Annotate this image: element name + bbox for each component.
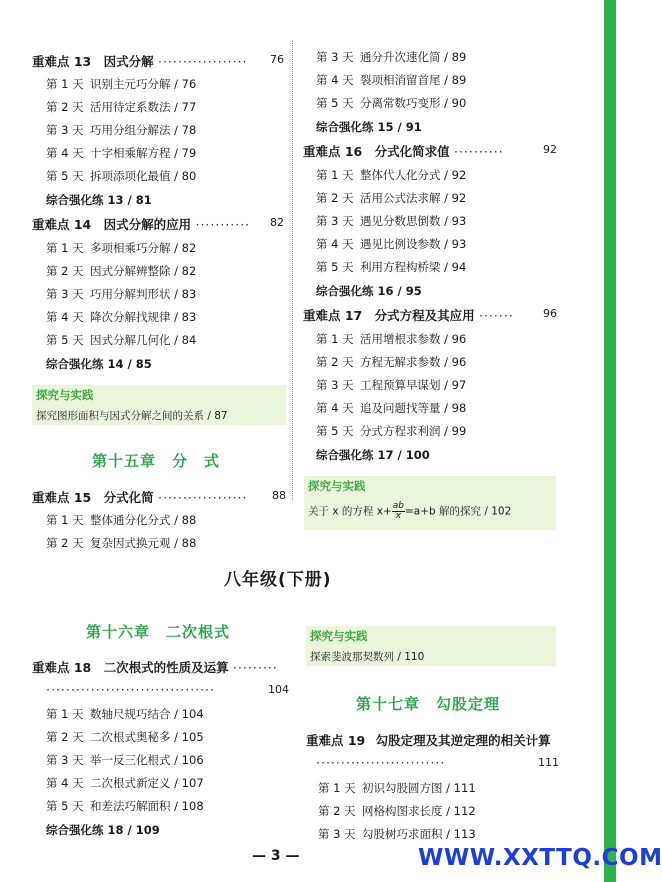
consolidation-item[interactable]: 综合强化练 18 / 109 bbox=[46, 823, 160, 837]
heading-title: 因式分解 bbox=[103, 54, 154, 69]
toc-heading-k17[interactable] bbox=[303, 306, 561, 324]
day-label: 第 4 天 bbox=[46, 310, 84, 324]
day-title: 降次分解找规律 / 83 bbox=[90, 310, 197, 324]
chapter-heading: 第十六章 二次根式 bbox=[86, 623, 231, 641]
day-label: 第 4 天 bbox=[46, 776, 84, 790]
heading-label: 重难点 15 bbox=[32, 490, 92, 505]
explore-tag: 探究与实践 bbox=[308, 479, 366, 493]
leader-dots: ·································· bbox=[46, 682, 216, 697]
day-label: 第 3 天 bbox=[46, 287, 84, 301]
heading-label: 重难点 18 bbox=[32, 660, 92, 675]
toc-day-item[interactable] bbox=[316, 354, 466, 370]
day-label: 第 2 天 bbox=[46, 100, 84, 114]
explore-tag: 探究与实践 bbox=[36, 388, 94, 402]
day-label: 第 3 天 bbox=[316, 214, 354, 228]
day-title: 分离常数巧变形 / 90 bbox=[360, 96, 467, 110]
toc-day-item[interactable] bbox=[46, 752, 204, 768]
day-title: 因式分解几何化 / 84 bbox=[90, 333, 197, 347]
heading-page: 88 bbox=[272, 489, 286, 502]
day-title: 裂项相消留首尾 / 89 bbox=[360, 73, 467, 87]
toc-day-item[interactable] bbox=[318, 826, 476, 842]
day-label: 第 3 天 bbox=[316, 50, 354, 64]
day-label: 第 5 天 bbox=[316, 260, 354, 274]
day-title: 和差法巧解面积 / 108 bbox=[90, 799, 204, 813]
toc-day-item[interactable] bbox=[46, 729, 204, 745]
consolidation-item[interactable]: 综合强化练 16 / 95 bbox=[316, 284, 422, 298]
day-label: 第 1 天 bbox=[46, 77, 84, 91]
day-title: 遇见比例设参数 / 93 bbox=[360, 237, 467, 251]
heading-label: 重难点 17 bbox=[303, 308, 363, 323]
heading-page: 104 bbox=[268, 683, 289, 696]
day-title: 利用方程构桥梁 / 94 bbox=[360, 260, 467, 274]
explore-practice-box[interactable] bbox=[306, 626, 556, 666]
toc-day-item[interactable] bbox=[316, 377, 466, 393]
heading-label: 重难点 13 bbox=[32, 54, 92, 69]
heading-title: 分式化简 bbox=[103, 490, 154, 505]
fraction bbox=[392, 502, 405, 521]
leader-dots: ······· bbox=[478, 308, 514, 323]
toc-day-item[interactable] bbox=[46, 168, 196, 184]
heading-title: 分式方程及其应用 bbox=[374, 308, 475, 323]
day-label: 第 1 天 bbox=[46, 707, 84, 721]
toc-day-item[interactable] bbox=[316, 400, 466, 416]
toc-heading-k18[interactable] bbox=[32, 658, 290, 676]
day-label: 第 3 天 bbox=[316, 378, 354, 392]
explore-text: 探究图形面积与因式分解之间的关系 / 87 bbox=[36, 410, 228, 422]
page-number: — 3 — bbox=[252, 848, 300, 864]
toc-day-item[interactable] bbox=[318, 803, 476, 819]
heading-title: 分式化简求值 bbox=[374, 144, 450, 159]
day-label: 第 1 天 bbox=[318, 781, 356, 795]
day-label: 第 2 天 bbox=[316, 355, 354, 369]
toc-day-item[interactable] bbox=[316, 49, 466, 65]
day-title: 活用公式法求解 / 92 bbox=[360, 191, 467, 205]
day-title: 数轴尺规巧结合 / 104 bbox=[90, 707, 204, 721]
toc-day-item[interactable] bbox=[46, 99, 196, 115]
consolidation-item[interactable]: 综合强化练 14 / 85 bbox=[46, 357, 152, 371]
day-label: 第 1 天 bbox=[46, 513, 84, 527]
green-side-bar bbox=[604, 0, 616, 882]
day-title: 二次根式奥秘多 / 105 bbox=[90, 730, 204, 744]
toc-day-item[interactable] bbox=[46, 240, 196, 256]
leader-dots: ·········· bbox=[453, 144, 504, 159]
day-title: 初识勾股圆方图 / 111 bbox=[362, 781, 476, 795]
day-label: 第 2 天 bbox=[318, 804, 356, 818]
grade-title: 八年级(下册) bbox=[224, 570, 332, 590]
consolidation-item[interactable]: 综合强化练 13 / 81 bbox=[46, 193, 152, 207]
fraction-numerator: ab bbox=[392, 501, 404, 511]
toc-day-item[interactable] bbox=[46, 535, 196, 551]
toc-day-item[interactable] bbox=[46, 775, 204, 791]
day-label: 第 4 天 bbox=[316, 73, 354, 87]
day-label: 第 4 天 bbox=[46, 146, 84, 160]
leader-dots: ·················· bbox=[157, 490, 248, 505]
toc-day-item[interactable] bbox=[46, 798, 204, 814]
day-title: 方程无解求参数 / 96 bbox=[360, 355, 467, 369]
day-title: 勾股树巧求面积 / 113 bbox=[362, 827, 476, 841]
heading-title: 勾股定理及其逆定理的相关计算 bbox=[375, 733, 551, 748]
day-label: 第 2 天 bbox=[316, 191, 354, 205]
day-label: 第 3 天 bbox=[318, 827, 356, 841]
toc-heading-k13[interactable] bbox=[32, 52, 284, 70]
toc-heading-k19-continuation bbox=[316, 755, 560, 770]
watermark-site: WWW.XXTTQ.COM bbox=[418, 845, 662, 871]
heading-page: 92 bbox=[543, 143, 557, 156]
toc-day-item[interactable] bbox=[46, 145, 196, 161]
consolidation-item[interactable]: 综合强化练 15 / 91 bbox=[316, 120, 422, 134]
fraction-denominator: x bbox=[395, 511, 402, 521]
day-label: 第 1 天 bbox=[46, 241, 84, 255]
chapter-heading: 第十五章 分 式 bbox=[92, 452, 221, 470]
day-title: 十字相乘解方程 / 79 bbox=[90, 146, 197, 160]
day-label: 第 1 天 bbox=[316, 332, 354, 346]
day-title: 巧用分组分解法 / 78 bbox=[90, 123, 197, 137]
toc-day-item[interactable] bbox=[46, 332, 196, 348]
toc-heading-k19[interactable] bbox=[306, 731, 560, 749]
day-label: 第 5 天 bbox=[316, 96, 354, 110]
explore-text: 探索斐波那契数列 / 110 bbox=[310, 651, 425, 663]
day-title: 遇见分数思倒数 / 93 bbox=[360, 214, 467, 228]
day-label: 第 1 天 bbox=[316, 168, 354, 182]
day-title: 举一反三化根式 / 106 bbox=[90, 753, 204, 767]
toc-heading-k16[interactable] bbox=[303, 142, 561, 160]
toc-day-item[interactable] bbox=[316, 423, 466, 439]
explore-tag: 探究与实践 bbox=[310, 629, 368, 643]
toc-day-item[interactable] bbox=[318, 780, 476, 796]
equation-suffix: =a+b 解的探究 / 102 bbox=[404, 505, 512, 518]
explore-practice-box[interactable] bbox=[304, 476, 556, 530]
toc-day-item[interactable] bbox=[316, 95, 466, 111]
toc-day-item[interactable] bbox=[316, 331, 466, 347]
consolidation-item[interactable]: 综合强化练 17 / 100 bbox=[316, 448, 430, 462]
heading-page: 111 bbox=[538, 756, 559, 769]
day-title: 活用待定系数法 / 77 bbox=[90, 100, 197, 114]
day-title: 拆项添项化最值 / 80 bbox=[90, 169, 197, 183]
column-divider bbox=[292, 40, 294, 500]
day-label: 第 3 天 bbox=[46, 123, 84, 137]
toc-day-item[interactable] bbox=[316, 236, 466, 252]
toc-day-item[interactable] bbox=[46, 286, 196, 302]
leader-dots: ··········· bbox=[195, 217, 251, 232]
explore-practice-box[interactable] bbox=[32, 385, 286, 425]
day-title: 因式分解辨整除 / 82 bbox=[90, 264, 197, 278]
chapter-heading: 第十七章 勾股定理 bbox=[356, 695, 501, 713]
heading-title: 因式分解的应用 bbox=[103, 217, 192, 232]
toc-day-item[interactable] bbox=[316, 259, 466, 275]
heading-page: 96 bbox=[543, 307, 557, 320]
toc-day-item[interactable] bbox=[46, 122, 196, 138]
toc-day-item[interactable] bbox=[46, 263, 196, 279]
day-label: 第 4 天 bbox=[316, 237, 354, 251]
day-title: 追及问题找等量 / 98 bbox=[360, 401, 467, 415]
day-label: 第 3 天 bbox=[46, 753, 84, 767]
toc-day-item[interactable] bbox=[46, 309, 196, 325]
day-title: 活用增根求参数 / 96 bbox=[360, 332, 467, 346]
day-title: 复杂因式换元观 / 88 bbox=[90, 536, 197, 550]
day-title: 网格构图求长度 / 112 bbox=[362, 804, 476, 818]
leader-dots: ·························· bbox=[316, 755, 446, 770]
toc-day-item[interactable] bbox=[46, 76, 196, 92]
toc-day-item[interactable] bbox=[46, 512, 196, 528]
day-label: 第 5 天 bbox=[316, 424, 354, 438]
heading-label: 重难点 19 bbox=[306, 733, 366, 748]
day-label: 第 2 天 bbox=[46, 730, 84, 744]
heading-page: 82 bbox=[270, 216, 284, 229]
day-title: 二次根式新定义 / 107 bbox=[90, 776, 204, 790]
heading-label: 重难点 14 bbox=[32, 217, 92, 232]
day-title: 工程预算早谋划 / 97 bbox=[360, 378, 467, 392]
toc-heading-k14[interactable] bbox=[32, 215, 284, 233]
day-title: 多项相乘巧分解 / 82 bbox=[90, 241, 197, 255]
toc-heading-k18-continuation bbox=[46, 682, 290, 697]
day-title: 识别主元巧分解 / 76 bbox=[90, 77, 197, 91]
day-label: 第 4 天 bbox=[316, 401, 354, 415]
day-label: 第 2 天 bbox=[46, 536, 84, 550]
toc-day-item[interactable] bbox=[316, 72, 466, 88]
day-title: 分式方程求利润 / 99 bbox=[360, 424, 467, 438]
heading-page: 76 bbox=[270, 53, 284, 66]
day-title: 整体通分化分式 / 88 bbox=[90, 513, 197, 527]
explore-text bbox=[308, 502, 511, 521]
heading-title: 二次根式的性质及运算 bbox=[103, 660, 229, 675]
toc-day-item[interactable] bbox=[46, 706, 204, 722]
leader-dots: ·················· bbox=[157, 54, 248, 69]
toc-day-item[interactable] bbox=[316, 213, 466, 229]
toc-heading-k15[interactable] bbox=[32, 488, 284, 506]
day-label: 第 2 天 bbox=[46, 264, 84, 278]
day-title: 整体代人化分式 / 92 bbox=[360, 168, 467, 182]
day-label: 第 5 天 bbox=[46, 169, 84, 183]
toc-day-item[interactable] bbox=[316, 167, 466, 183]
day-title: 巧用分解判形状 / 83 bbox=[90, 287, 197, 301]
leader-dots: ········· bbox=[232, 660, 278, 675]
day-label: 第 5 天 bbox=[46, 333, 84, 347]
day-label: 第 5 天 bbox=[46, 799, 84, 813]
day-title: 通分升次速化简 / 89 bbox=[360, 50, 467, 64]
heading-label: 重难点 16 bbox=[303, 144, 363, 159]
toc-day-item[interactable] bbox=[316, 190, 466, 206]
equation-prefix: 关于 x 的方程 x+ bbox=[308, 505, 392, 518]
